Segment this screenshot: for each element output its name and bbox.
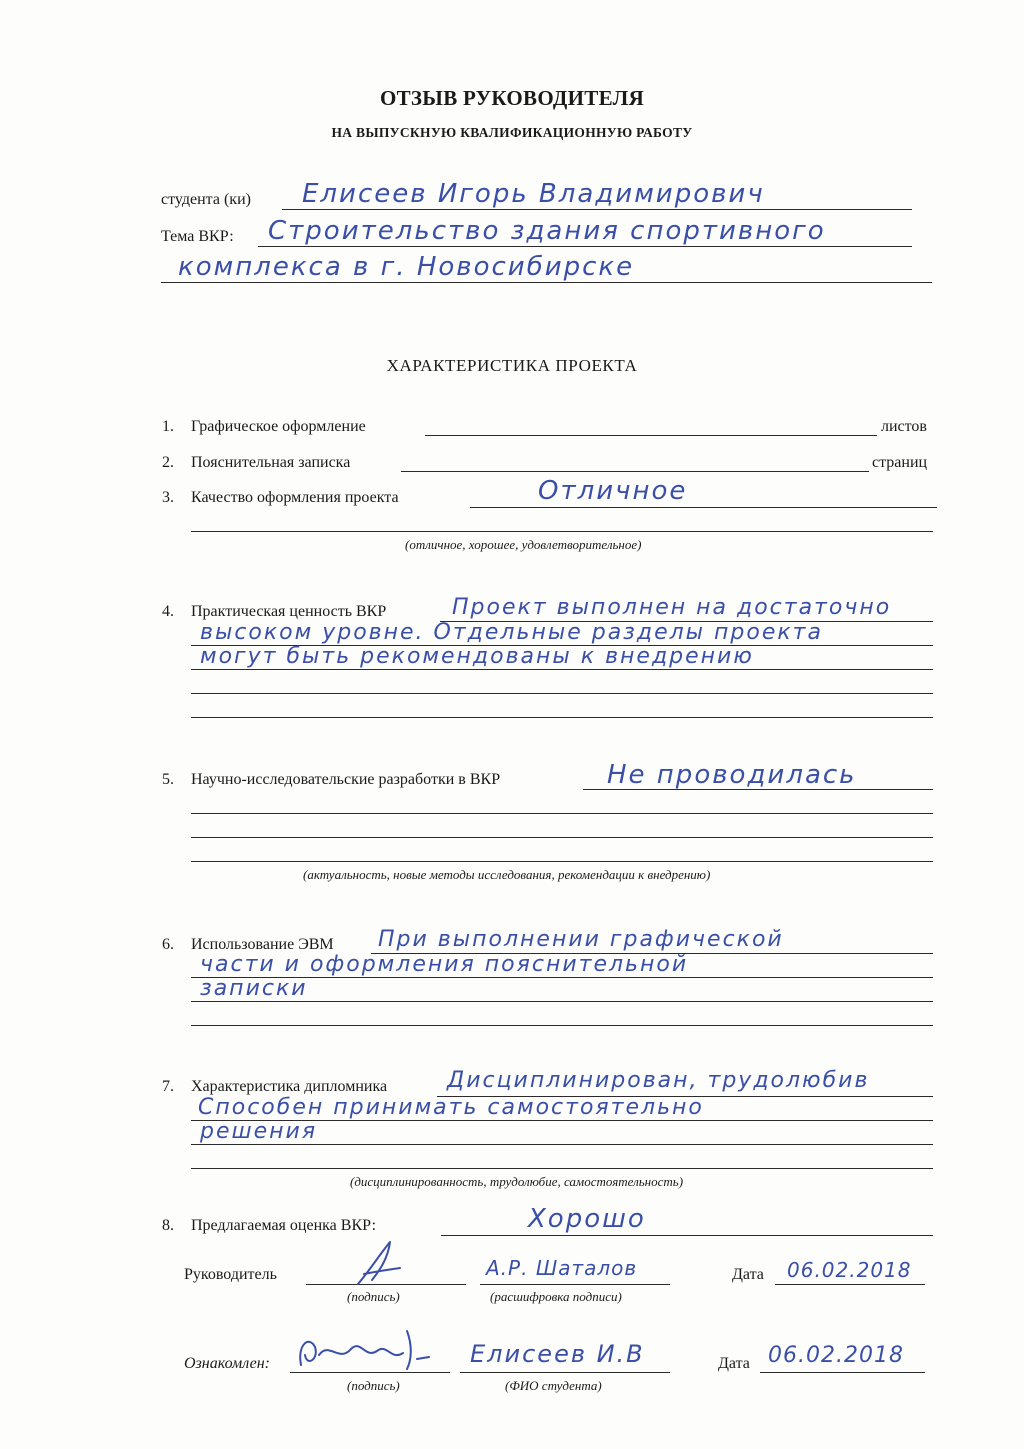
item-7-number: 7.	[162, 1078, 174, 1095]
item-7-handwritten-line-3: решения	[200, 1119, 318, 1144]
item-5-label: Научно-исследовательские разработки в ВКР	[191, 771, 501, 788]
student-signature	[295, 1325, 445, 1375]
supervisor-sign-hint: (подпись)	[347, 1289, 400, 1304]
supervisor-date-line	[775, 1284, 925, 1285]
item-6-handwritten-line-3: записки	[200, 976, 308, 1001]
item-5-handwritten: Не проводилась	[607, 760, 857, 790]
item-3-line-2	[191, 531, 933, 532]
item-1-label: Графическое оформление	[191, 418, 366, 435]
item-4-line-5	[191, 717, 933, 718]
item-5-line-4	[191, 861, 933, 862]
supervisor-name-hint: (расшифровка подписи)	[490, 1289, 622, 1304]
item-8-number: 8.	[162, 1217, 174, 1234]
item-6-label: Использование ЭВМ	[191, 936, 334, 953]
item-1-line	[425, 435, 877, 436]
acknowledged-date-label: Дата	[718, 1355, 750, 1372]
item-4-line-3	[191, 669, 933, 670]
acknowledged-label: Ознакомлен:	[184, 1355, 270, 1372]
item-5-hint: (актуальность, новые методы исследования, рекомендации к внедрению)	[303, 867, 711, 882]
item-3-line	[470, 507, 937, 508]
item-7-line-3	[191, 1144, 933, 1145]
supervisor-date-handwritten: 06.02.2018	[787, 1258, 912, 1282]
topic-handwritten-line-2: комплекса в г. Новосибирске	[178, 252, 635, 282]
item-6-handwritten-line-1: При выполнении графической	[378, 927, 784, 952]
item-4-label: Практическая ценность ВКР	[191, 603, 387, 620]
supervisor-name-handwritten: А.Р. Шаталов	[486, 1256, 638, 1280]
acknowledged-name-line	[460, 1372, 670, 1373]
item-7-hint: (дисциплинированность, трудолюбие, самостоятельность)	[350, 1174, 684, 1189]
item-6-line-4	[191, 1025, 933, 1026]
item-1-number: 1.	[162, 418, 174, 435]
item-2-suffix: страниц	[872, 454, 928, 471]
item-2-label: Пояснительная записка	[191, 454, 351, 471]
section-title: ХАРАКТЕРИСТИКА ПРОЕКТА	[386, 356, 638, 375]
topic-label: Тема ВКР:	[161, 228, 234, 245]
item-1-suffix: листов	[881, 418, 927, 435]
acknowledged-sign-hint: (подпись)	[347, 1378, 400, 1393]
item-8-handwritten: Хорошо	[528, 1204, 646, 1234]
student-label: студента (ки)	[161, 191, 251, 208]
student-name-handwritten: Елисеев Игорь Владимирович	[302, 179, 765, 209]
item-3-handwritten: Отличное	[538, 476, 688, 506]
item-6-handwritten-line-2: части и оформления пояснительной	[200, 952, 689, 977]
document-subtitle: НА ВЫПУСКНУЮ КВАЛИФИКАЦИОННУЮ РАБОТУ	[331, 125, 693, 140]
student-line	[282, 209, 912, 210]
topic-handwritten-line-1: Строительство здания спортивного	[268, 216, 826, 246]
item-3-hint: (отличное, хорошее, удовлетворительное)	[405, 537, 642, 552]
item-4-number: 4.	[162, 603, 174, 620]
acknowledged-date-line	[760, 1372, 925, 1373]
supervisor-date-label: Дата	[732, 1266, 764, 1283]
item-4-handwritten-line-1: Проект выполнен на достаточно	[452, 595, 892, 620]
acknowledged-date-handwritten: 06.02.2018	[768, 1343, 904, 1368]
item-5-line-2	[191, 813, 933, 814]
supervisor-name-line	[480, 1284, 670, 1285]
item-4-line-4	[191, 693, 933, 694]
item-2-line	[401, 471, 869, 472]
item-4-handwritten-line-2: высоком уровне. Отдельные разделы проекта	[200, 620, 823, 645]
topic-line-2	[161, 282, 932, 283]
acknowledged-name-handwritten: Елисеев И.В	[470, 1340, 645, 1368]
item-8-line	[441, 1235, 933, 1236]
supervisor-label: Руководитель	[184, 1266, 277, 1283]
item-5-number: 5.	[162, 771, 174, 788]
item-3-number: 3.	[162, 489, 174, 506]
item-2-number: 2.	[162, 454, 174, 471]
acknowledged-name-hint: (ФИО студента)	[505, 1378, 602, 1393]
item-6-line-3	[191, 1001, 933, 1002]
item-8-label: Предлагаемая оценка ВКР:	[191, 1217, 377, 1234]
item-7-line-4	[191, 1168, 933, 1169]
topic-line-1	[258, 246, 912, 247]
item-3-label: Качество оформления проекта	[191, 489, 399, 506]
item-5-line-3	[191, 837, 933, 838]
item-4-handwritten-line-3: могут быть рекомендованы к внедрению	[200, 644, 754, 669]
item-7-handwritten-line-2: Способен принимать самостоятельно	[198, 1095, 704, 1120]
item-6-number: 6.	[162, 936, 174, 953]
item-7-label: Характеристика дипломника	[191, 1078, 388, 1095]
supervisor-signature	[350, 1240, 410, 1290]
item-7-handwritten-line-1: Дисциплинирован, трудолюбив	[447, 1068, 870, 1093]
document-title: ОТЗЫВ РУКОВОДИТЕЛЯ	[379, 86, 645, 110]
